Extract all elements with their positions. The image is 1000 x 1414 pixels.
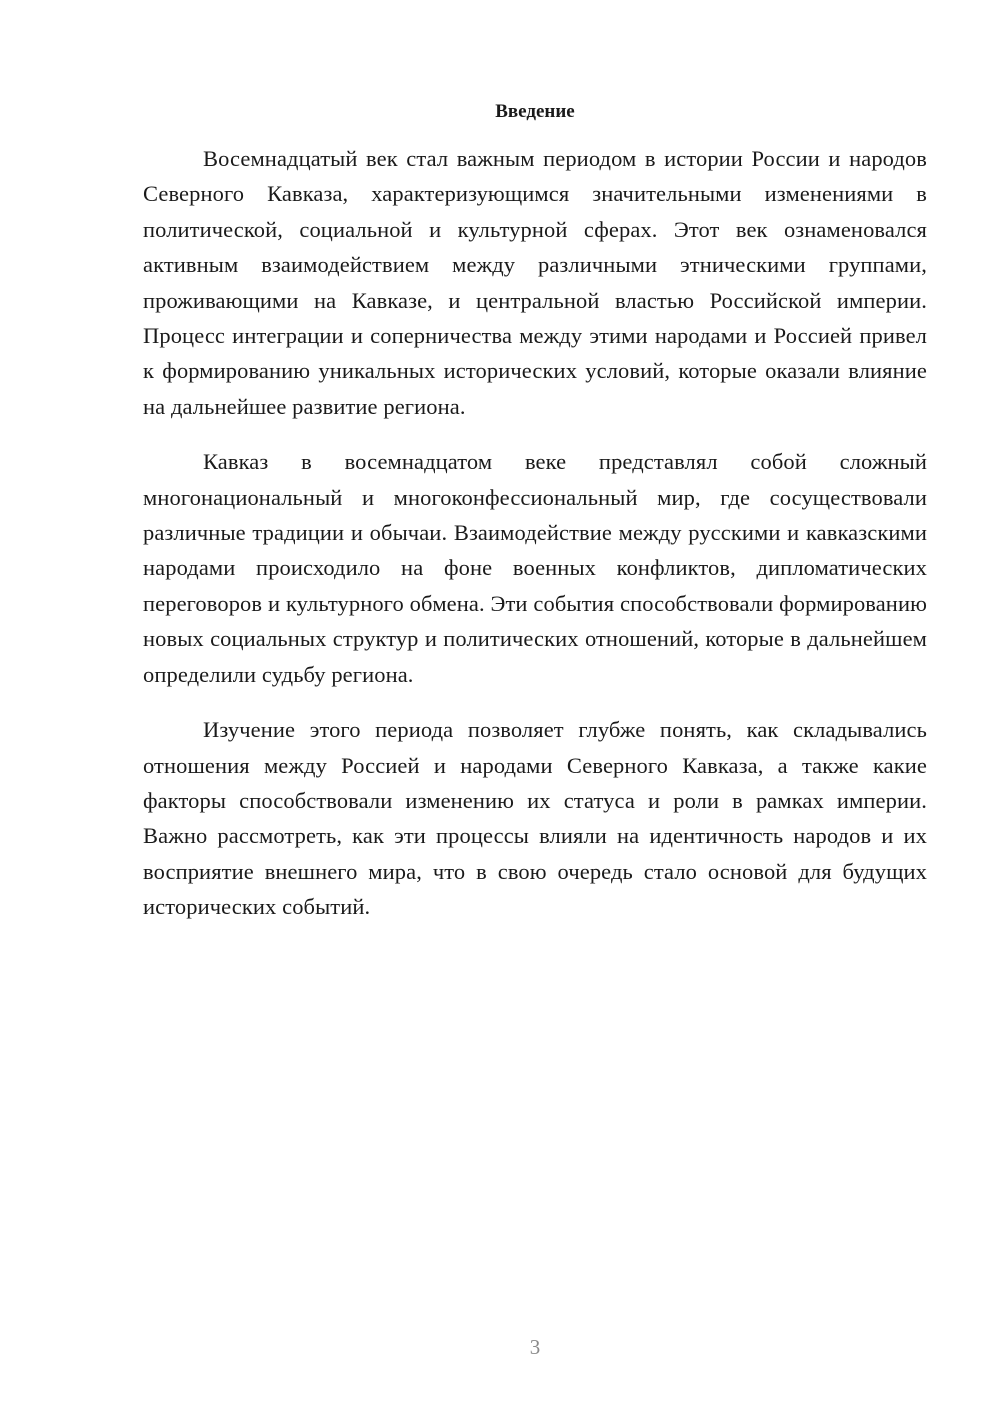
paragraph-3: Изучение этого периода позволяет глубже понять, как складывались отношения между Россией и народами Северного Кавказа, а также какие факторы способствовали изменению их статуса и роли в рамках империи. Важно рассмотреть, как эти процессы влияли на идентичность народов и их восприятие внешнего мира, что в свою очередь стало основой для будущих исторических событий.	[143, 717, 927, 920]
section-heading: Введение	[495, 101, 575, 122]
body-text	[143, 141, 927, 945]
paragraph-2: Кавказ в восемнадцатом веке представлял собой сложный многонациональный и многоконфессиональный мир, где сосуществовали различные традиции и обычаи. Взаимодействие между русскими и кавказскими народами происходило на фоне военных конфликтов, дипломатических переговоров и культурного обмена. Эти события способствовали формированию новых социальных структур и политических отношений, которые в дальнейшем определили судьбу региона.	[143, 449, 927, 687]
page-number: 3	[529, 1335, 541, 1359]
paragraph-1: Восемнадцатый век стал важным периодом в истории России и народов Северного Кавказа, характеризующимся значительными изменениями в политической, социальной и культурной сферах. Этот век ознаменовался активным взаимодействием между различными этническими группами, проживающими на Кавказе, и центральной властью Российской империи. Процесс интеграции и соперничества между этими народами и Россией привел к формированию уникальных исторических условий, которые оказали влияние на дальнейшее развитие региона.	[143, 146, 927, 419]
